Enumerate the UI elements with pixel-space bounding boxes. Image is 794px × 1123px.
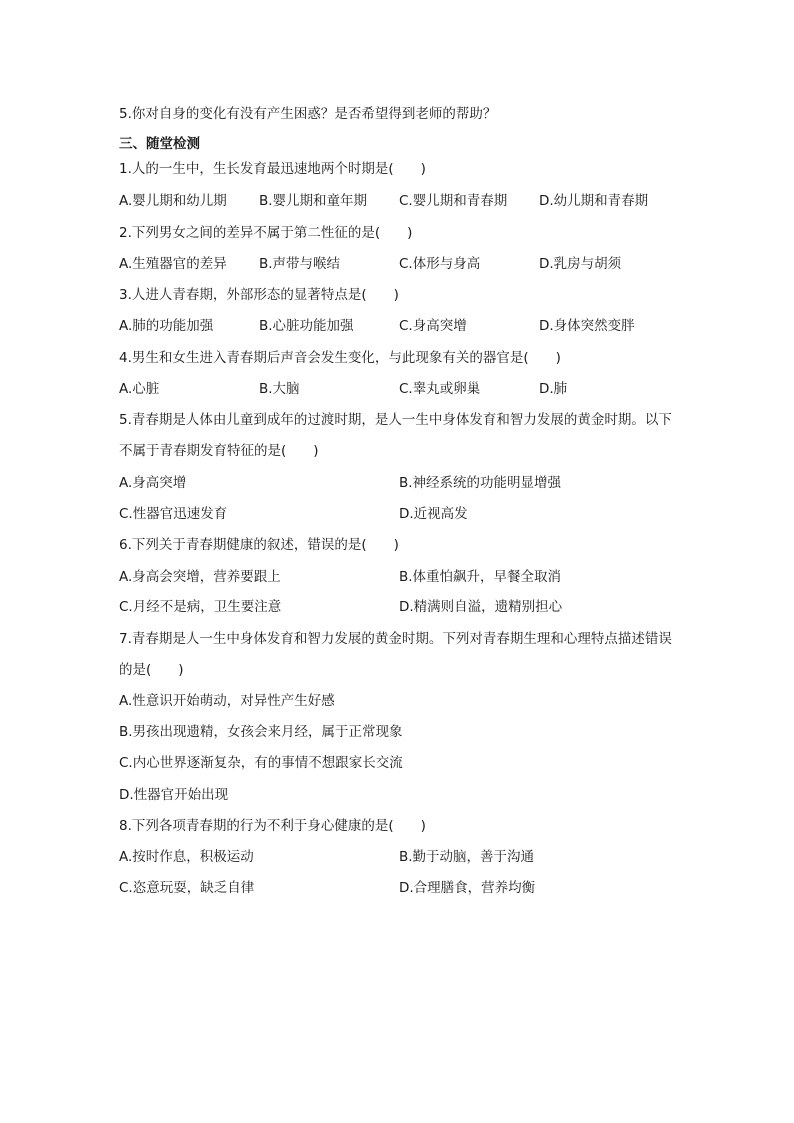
question-7-stem: 7.青春期是人一生中身体发育和智力发展的黄金时期。下列对青春期生理和心理特点描述错误的是( ) [119,631,672,678]
option-c: C.体形与身高 [399,256,481,272]
option-d: D.身体突然变胖 [539,318,635,334]
question-2-options [119,254,679,274]
question-2-stem: 2.下列男女之间的差异不属于第二性征的是( ) [119,225,413,241]
question-8-options-row-2 [119,878,679,898]
option-d: D.合理膳食，营养均衡 [399,880,536,896]
option-b: B.勤于动脑，善于沟通 [399,849,535,865]
intro-question: 5.你对自身的变化有没有产生困惑？是否希望得到老师的帮助？ [119,106,497,122]
option-b: B.声带与喉结 [259,256,341,272]
option-c: C.睾丸或卵巢 [399,381,481,397]
question-4-options [119,379,679,399]
option-b: B.心脏功能加强 [259,318,354,334]
option-c: C.恣意玩耍，缺乏自律 [119,880,255,896]
option-a: A.身高突增 [119,475,187,491]
question-7-option-c: C.内心世界逐渐复杂，有的事情不想跟家长交流 [119,755,403,771]
question-4-stem: 4.男生和女生进入青春期后声音会发生变化，与此现象有关的器官是( ) [119,350,561,366]
option-b: B.体重怕飙升，早餐全取消 [399,569,562,585]
question-1-options [119,191,679,211]
option-a: A.肺的功能加强 [119,318,214,334]
option-a: A.婴儿期和幼儿期 [119,193,227,209]
option-a: A.身高会突增，营养要跟上 [119,569,281,585]
question-7-option-a: A.性意识开始萌动，对异性产生好感 [119,693,335,709]
question-5-stem: 5.青春期是人体由儿童到成年的过渡时期，是人一生中身体发育和智力发展的黄金时期。以下不属于青春期发育特征的是( ) [119,412,672,459]
question-7-option-b: B.男孩出现遗精，女孩会来月经，属于正常现象 [119,724,403,740]
question-5-options-row-1 [119,473,679,493]
question-8-options-row-1 [119,847,679,867]
option-d: D.精满则自溢，遗精别担心 [399,599,563,615]
question-3-stem: 3.人进人青春期，外部形态的显著特点是( ) [119,287,399,303]
option-d: D.幼儿期和青春期 [539,193,649,209]
question-1-stem: 1.人的一生中，生长发育最迅速地两个时期是( ) [119,161,426,177]
option-d: D.肺 [539,381,568,397]
option-c: C.性器官迅速发育 [119,506,228,522]
option-b: B.大脑 [259,381,300,397]
option-a: A.心脏 [119,381,160,397]
question-5-options-row-2 [119,504,679,524]
section-title: 三、随堂检测 [119,136,200,152]
question-6-options-row-1 [119,567,679,587]
question-8-stem: 8.下列各项青春期的行为不利于身心健康的是( ) [119,818,426,834]
option-b: B.神经系统的功能明显增强 [399,475,562,491]
option-c: C.身高突增 [399,318,467,334]
question-3-options [119,316,679,336]
option-a: A.生殖器官的差异 [119,256,227,272]
option-d: D.乳房与胡须 [539,256,622,272]
option-a: A.按时作息，积极运动 [119,849,254,865]
option-c: C.婴儿期和青春期 [399,193,508,209]
option-d: D.近视高发 [399,506,468,522]
question-7-option-d: D.性器官开始出现 [119,787,229,803]
question-6-stem: 6.下列关于青春期健康的叙述，错误的是( ) [119,537,399,553]
option-c: C.月经不是病，卫生要注意 [119,599,282,615]
question-6-options-row-2 [119,597,679,617]
option-b: B.婴儿期和童年期 [259,193,368,209]
